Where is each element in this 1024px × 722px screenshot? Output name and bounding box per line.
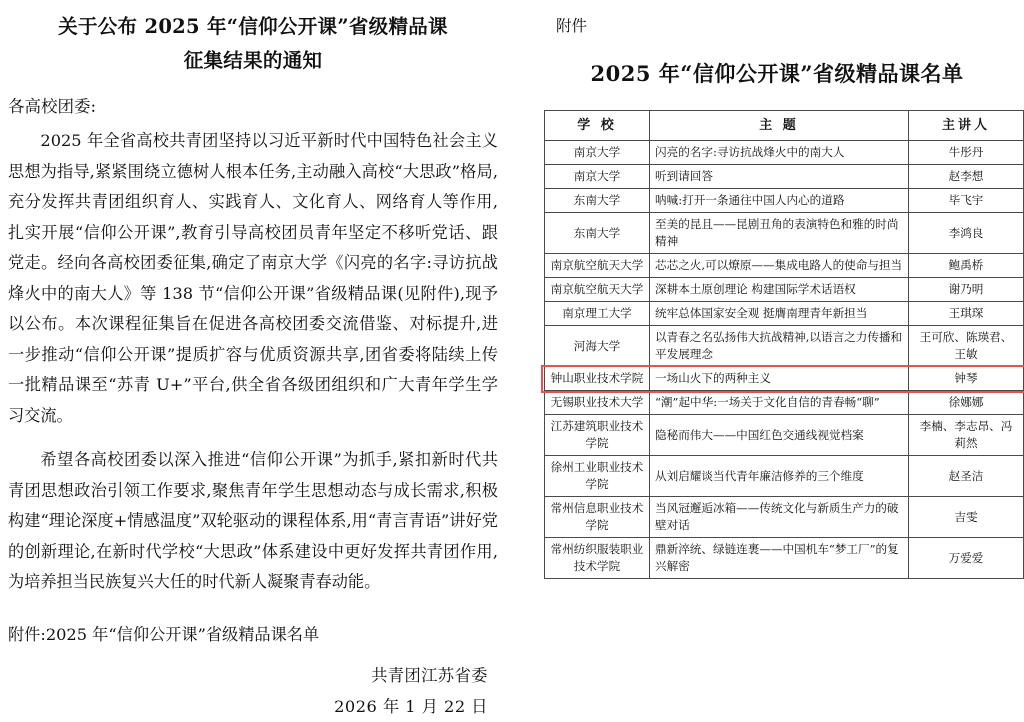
cell-topic: 深耕本土原创理论 构建国际学术话语权	[650, 278, 909, 302]
cell-topic: 鼎新淬统、绿链连裹——中国机车“梦工厂”的复兴解密	[650, 538, 909, 579]
cell-school: 常州信息职业技术学院	[545, 497, 650, 538]
signature-date: 2026 年 1 月 22 日	[8, 691, 488, 722]
cell-topic: 芯芯之火,可以燎原——集成电路人的使命与担当	[650, 254, 909, 278]
notice-title	[8, 10, 498, 78]
cell-speaker: 谢乃明	[909, 278, 1024, 302]
cell-topic: 从刘启耀谈当代青年廉洁修养的三个维度	[650, 456, 909, 497]
cell-topic: 隐秘而伟大——中国红色交通线视觉档案	[650, 415, 909, 456]
cell-school: 南京航空航天大学	[545, 278, 650, 302]
attachment-title: 2025 年“信仰公开课”省级精品课名单	[544, 58, 1010, 88]
column-header-topic: 主 题	[650, 111, 909, 141]
cell-topic: 呐喊:打开一条通往中国人内心的道路	[650, 189, 909, 213]
table-row	[545, 165, 1024, 189]
table-row	[545, 254, 1024, 278]
table-row	[545, 367, 1024, 391]
column-header-speaker: 主讲人	[909, 111, 1024, 141]
cell-speaker: 牛彤丹	[909, 141, 1024, 165]
cell-speaker: 徐娜娜	[909, 391, 1024, 415]
cell-topic: 统牢总体国家安全观 挺膺南理青年新担当	[650, 302, 909, 326]
signature-organization: 共青团江苏省委	[8, 660, 488, 691]
cell-school: 江苏建筑职业技术学院	[545, 415, 650, 456]
attachment-document	[520, 0, 1024, 669]
notice-title-line1: 关于公布 2025 年“信仰公开课”省级精品课	[58, 15, 448, 38]
cell-topic: 以青春之名弘扬伟大抗战精神,以语言之力传播和平发展理念	[650, 326, 909, 367]
cell-topic: 听到请回答	[650, 165, 909, 189]
notice-salutation: 各高校团委:	[8, 92, 498, 122]
cell-speaker: 李楠、李志昂、冯莉然	[909, 415, 1024, 456]
cell-speaker: 王可欣、陈瑛君、王敏	[909, 326, 1024, 367]
cell-speaker: 钟琴	[909, 367, 1024, 391]
cell-school: 东南大学	[545, 189, 650, 213]
cell-topic: 一场山火下的两种主义	[650, 367, 909, 391]
column-header-school: 学 校	[545, 111, 650, 141]
cell-topic: 闪亮的名字:寻访抗战烽火中的南大人	[650, 141, 909, 165]
table-row	[545, 415, 1024, 456]
cell-speaker: 吉雯	[909, 497, 1024, 538]
cell-school: 南京理工大学	[545, 302, 650, 326]
table-row	[545, 326, 1024, 367]
table-row	[545, 391, 1024, 415]
notice-attachment-line: 附件:2025 年“信仰公开课”省级精品课名单	[8, 620, 498, 650]
table-body	[545, 141, 1024, 579]
table-row	[545, 278, 1024, 302]
cell-school: 东南大学	[545, 213, 650, 254]
cell-school: 钟山职业技术学院	[545, 367, 650, 391]
table-row	[545, 141, 1024, 165]
cell-school: 南京航空航天大学	[545, 254, 650, 278]
table-row	[545, 213, 1024, 254]
cell-topic: 当风冠邂逅冰箱——传统文化与新质生产力的破壁对话	[650, 497, 909, 538]
notice-title-line2: 征集结果的通知	[8, 44, 498, 78]
table-row	[545, 302, 1024, 326]
cell-speaker: 王琪琛	[909, 302, 1024, 326]
cell-speaker: 赵圣洁	[909, 456, 1024, 497]
table-header-row	[545, 111, 1024, 141]
attachment-label: 附件	[556, 14, 1010, 36]
cell-school: 南京大学	[545, 165, 650, 189]
table-row	[545, 456, 1024, 497]
cell-speaker: 万爱爱	[909, 538, 1024, 579]
cell-topic: 至美的昆且——昆剧丑角的表演特色和雅的时尚精神	[650, 213, 909, 254]
cell-school: 南京大学	[545, 141, 650, 165]
table-row	[545, 497, 1024, 538]
cell-school: 常州纺织服装职业技术学院	[545, 538, 650, 579]
table-row	[545, 189, 1024, 213]
course-list-table	[544, 110, 1024, 579]
table-row	[545, 538, 1024, 579]
cell-school: 无锡职业技术大学	[545, 391, 650, 415]
cell-speaker: 毕飞宇	[909, 189, 1024, 213]
notice-document	[0, 0, 520, 669]
notice-paragraph-2: 希望各高校团委以深入推进“信仰公开课”为抓手,紧扣新时代共青团思想政治引领工作要求,聚焦青年学生思想动态与成长需求,积极构建“理论深度+情感温度”双轮驱动的课程体系,用“青言青语”讲好党的创新理论,在新时代学校“大思政”体系建设中更好发挥共青团作用,为培养担当民族复兴大任的时代新人凝聚青春动能。	[8, 445, 498, 598]
cell-topic: “潮”起中华:一场关于文化自信的青春畅“聊”	[650, 391, 909, 415]
cell-school: 河海大学	[545, 326, 650, 367]
notice-paragraph-1: 2025 年全省高校共青团坚持以习近平新时代中国特色社会主义思想为指导,紧紧围绕立德树人根本任务,主动融入高校“大思政”格局,充分发挥共青团组织育人、实践育人、文化育人、网络育人等作用,扎实开展“信仰公开课”,教育引导高校团员青年坚定不移听党话、跟党走。经向各高校团委征集,确定了南京大学《闪亮的名字:寻访抗战烽火中的南大人》等 138 节“信仰公开课”省级精品课(见附件),现予以公布。本次课程征集旨在促进各高校团委交流借鉴、对标提升,进一步推动“信仰公开课”提质扩容与优质资源共享,团省委将陆续上传一批精品课至“苏青 U+”平台,供全省各级团组织和广大青年学生学习交流。	[8, 126, 498, 431]
cell-school: 徐州工业职业技术学院	[545, 456, 650, 497]
cell-speaker: 赵李想	[909, 165, 1024, 189]
cell-speaker: 李鸿良	[909, 213, 1024, 254]
table-header	[545, 111, 1024, 141]
cell-speaker: 鲍禹桥	[909, 254, 1024, 278]
